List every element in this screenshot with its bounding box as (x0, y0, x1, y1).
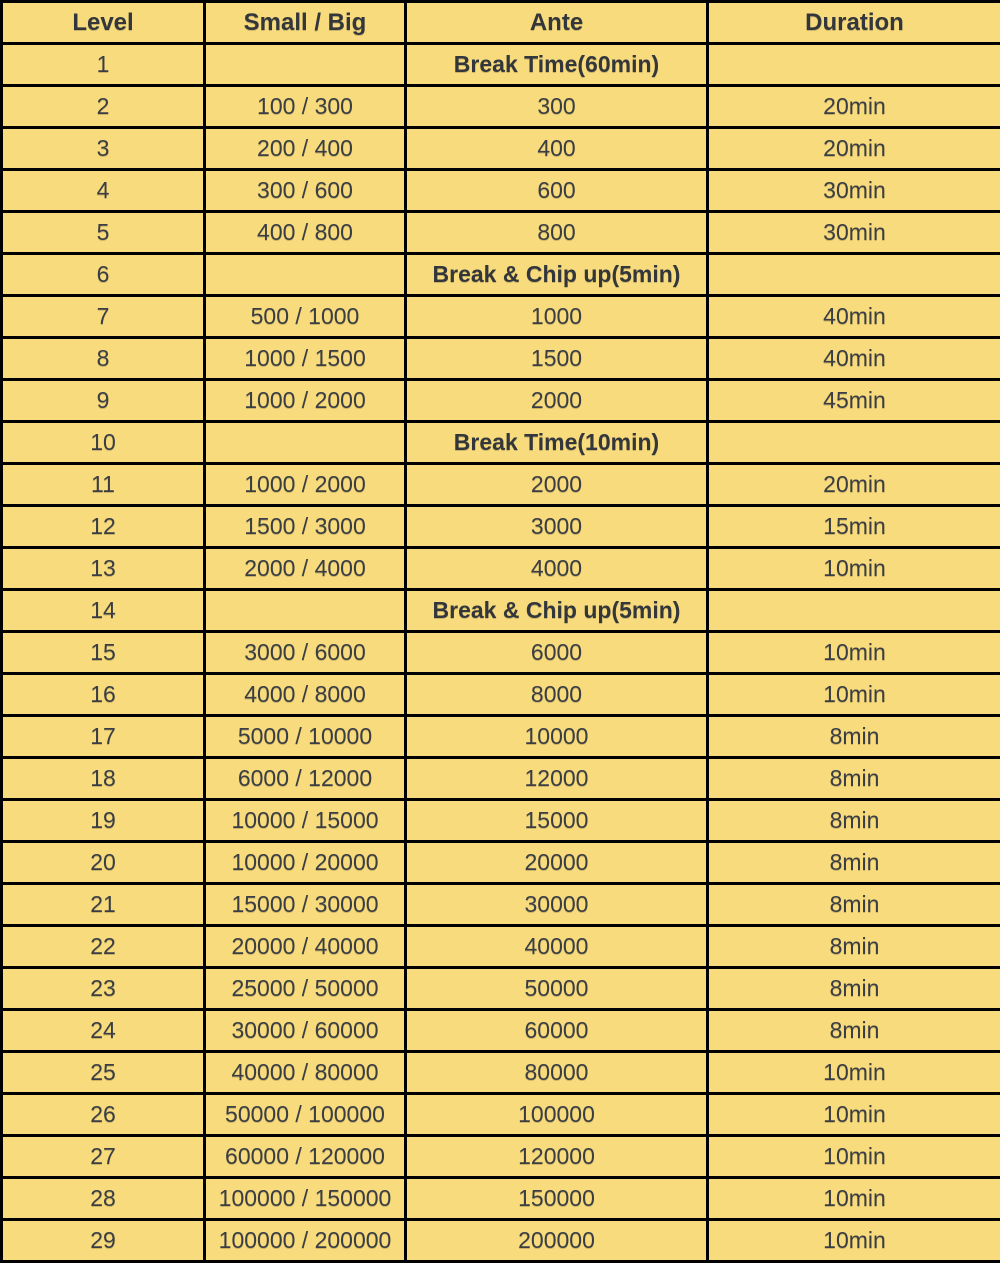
cell-level: 21 (2, 884, 205, 926)
cell-level: 3 (2, 128, 205, 170)
cell-small-big: 1000 / 1500 (205, 338, 406, 380)
cell-small-big (205, 44, 406, 86)
cell-small-big: 10000 / 15000 (205, 800, 406, 842)
cell-ante: 8000 (406, 674, 708, 716)
column-header-ante: Ante (406, 2, 708, 44)
cell-level: 13 (2, 548, 205, 590)
cell-duration: 20min (708, 464, 1000, 506)
cell-level: 24 (2, 1010, 205, 1052)
cell-small-big: 1000 / 2000 (205, 380, 406, 422)
cell-duration: 10min (708, 1094, 1000, 1136)
cell-small-big: 4000 / 8000 (205, 674, 406, 716)
cell-ante: 40000 (406, 926, 708, 968)
level-row (2, 1178, 1000, 1220)
cell-ante: 20000 (406, 842, 708, 884)
cell-small-big: 200 / 400 (205, 128, 406, 170)
level-row (2, 1094, 1000, 1136)
level-row (2, 758, 1000, 800)
cell-small-big: 400 / 800 (205, 212, 406, 254)
cell-level: 6 (2, 254, 205, 296)
cell-duration: 10min (708, 674, 1000, 716)
level-row (2, 1052, 1000, 1094)
cell-break-label: Break & Chip up(5min) (406, 254, 708, 296)
cell-duration: 8min (708, 1010, 1000, 1052)
cell-level: 11 (2, 464, 205, 506)
cell-duration: 10min (708, 1136, 1000, 1178)
cell-level: 18 (2, 758, 205, 800)
cell-small-big (205, 254, 406, 296)
cell-duration: 10min (708, 632, 1000, 674)
cell-small-big: 60000 / 120000 (205, 1136, 406, 1178)
cell-small-big: 100000 / 150000 (205, 1178, 406, 1220)
level-row (2, 380, 1000, 422)
level-row (2, 968, 1000, 1010)
cell-small-big: 500 / 1000 (205, 296, 406, 338)
cell-level: 10 (2, 422, 205, 464)
cell-level: 23 (2, 968, 205, 1010)
level-row (2, 1010, 1000, 1052)
cell-duration: 15min (708, 506, 1000, 548)
header-row (2, 2, 1000, 44)
cell-small-big: 30000 / 60000 (205, 1010, 406, 1052)
cell-level: 27 (2, 1136, 205, 1178)
cell-ante: 150000 (406, 1178, 708, 1220)
cell-ante: 4000 (406, 548, 708, 590)
level-row (2, 800, 1000, 842)
cell-small-big: 50000 / 100000 (205, 1094, 406, 1136)
cell-level: 2 (2, 86, 205, 128)
cell-ante: 1000 (406, 296, 708, 338)
cell-duration (708, 590, 1000, 632)
cell-duration: 8min (708, 800, 1000, 842)
level-row (2, 338, 1000, 380)
cell-ante: 600 (406, 170, 708, 212)
cell-ante: 60000 (406, 1010, 708, 1052)
level-row (2, 86, 1000, 128)
cell-small-big: 3000 / 6000 (205, 632, 406, 674)
cell-duration (708, 422, 1000, 464)
cell-ante: 100000 (406, 1094, 708, 1136)
cell-small-big: 1500 / 3000 (205, 506, 406, 548)
cell-duration: 8min (708, 926, 1000, 968)
cell-ante: 80000 (406, 1052, 708, 1094)
cell-ante: 2000 (406, 464, 708, 506)
cell-level: 9 (2, 380, 205, 422)
cell-level: 8 (2, 338, 205, 380)
cell-small-big: 20000 / 40000 (205, 926, 406, 968)
cell-small-big: 1000 / 2000 (205, 464, 406, 506)
level-row (2, 296, 1000, 338)
cell-duration: 20min (708, 86, 1000, 128)
cell-level: 17 (2, 716, 205, 758)
cell-ante: 2000 (406, 380, 708, 422)
cell-duration: 8min (708, 884, 1000, 926)
table-header (2, 2, 1000, 44)
cell-level: 28 (2, 1178, 205, 1220)
column-header-small-big: Small / Big (205, 2, 406, 44)
cell-level: 19 (2, 800, 205, 842)
cell-ante: 30000 (406, 884, 708, 926)
cell-level: 25 (2, 1052, 205, 1094)
cell-small-big: 25000 / 50000 (205, 968, 406, 1010)
cell-level: 26 (2, 1094, 205, 1136)
cell-ante: 50000 (406, 968, 708, 1010)
cell-small-big: 300 / 600 (205, 170, 406, 212)
level-row (2, 632, 1000, 674)
cell-small-big: 100 / 300 (205, 86, 406, 128)
cell-small-big: 5000 / 10000 (205, 716, 406, 758)
level-row (2, 716, 1000, 758)
level-row (2, 1220, 1000, 1262)
blind-table-body (2, 44, 1000, 1262)
break-row (2, 44, 1000, 86)
cell-ante: 200000 (406, 1220, 708, 1262)
cell-break-label: Break Time(60min) (406, 44, 708, 86)
cell-duration: 10min (708, 1220, 1000, 1262)
cell-duration: 8min (708, 842, 1000, 884)
cell-ante: 400 (406, 128, 708, 170)
column-header-duration: Duration (708, 2, 1000, 44)
cell-small-big: 2000 / 4000 (205, 548, 406, 590)
cell-duration: 8min (708, 968, 1000, 1010)
cell-small-big: 10000 / 20000 (205, 842, 406, 884)
level-row (2, 1136, 1000, 1178)
cell-duration: 40min (708, 338, 1000, 380)
cell-duration (708, 254, 1000, 296)
cell-ante: 3000 (406, 506, 708, 548)
level-row (2, 464, 1000, 506)
column-header-level: Level (2, 2, 205, 44)
cell-duration (708, 44, 1000, 86)
level-row (2, 128, 1000, 170)
level-row (2, 212, 1000, 254)
cell-ante: 6000 (406, 632, 708, 674)
level-row (2, 842, 1000, 884)
cell-duration: 10min (708, 1052, 1000, 1094)
cell-level: 12 (2, 506, 205, 548)
cell-level: 7 (2, 296, 205, 338)
level-row (2, 884, 1000, 926)
cell-small-big: 100000 / 200000 (205, 1220, 406, 1262)
cell-duration: 30min (708, 212, 1000, 254)
cell-duration: 20min (708, 128, 1000, 170)
cell-ante: 10000 (406, 716, 708, 758)
level-row (2, 506, 1000, 548)
break-row (2, 590, 1000, 632)
cell-level: 1 (2, 44, 205, 86)
cell-small-big (205, 590, 406, 632)
cell-duration: 8min (708, 758, 1000, 800)
cell-ante: 800 (406, 212, 708, 254)
cell-duration: 30min (708, 170, 1000, 212)
cell-duration: 40min (708, 296, 1000, 338)
cell-duration: 8min (708, 716, 1000, 758)
level-row (2, 548, 1000, 590)
cell-small-big (205, 422, 406, 464)
cell-level: 20 (2, 842, 205, 884)
cell-small-big: 6000 / 12000 (205, 758, 406, 800)
cell-level: 5 (2, 212, 205, 254)
cell-ante: 15000 (406, 800, 708, 842)
cell-ante: 120000 (406, 1136, 708, 1178)
cell-duration: 10min (708, 1178, 1000, 1220)
cell-ante: 300 (406, 86, 708, 128)
cell-level: 14 (2, 590, 205, 632)
cell-small-big: 40000 / 80000 (205, 1052, 406, 1094)
cell-level: 4 (2, 170, 205, 212)
cell-level: 22 (2, 926, 205, 968)
cell-level: 15 (2, 632, 205, 674)
break-row (2, 422, 1000, 464)
cell-duration: 10min (708, 548, 1000, 590)
break-row (2, 254, 1000, 296)
level-row (2, 926, 1000, 968)
cell-ante: 12000 (406, 758, 708, 800)
level-row (2, 674, 1000, 716)
cell-break-label: Break & Chip up(5min) (406, 590, 708, 632)
cell-ante: 1500 (406, 338, 708, 380)
cell-level: 29 (2, 1220, 205, 1262)
cell-small-big: 15000 / 30000 (205, 884, 406, 926)
cell-duration: 45min (708, 380, 1000, 422)
level-row (2, 170, 1000, 212)
cell-level: 16 (2, 674, 205, 716)
cell-break-label: Break Time(10min) (406, 422, 708, 464)
